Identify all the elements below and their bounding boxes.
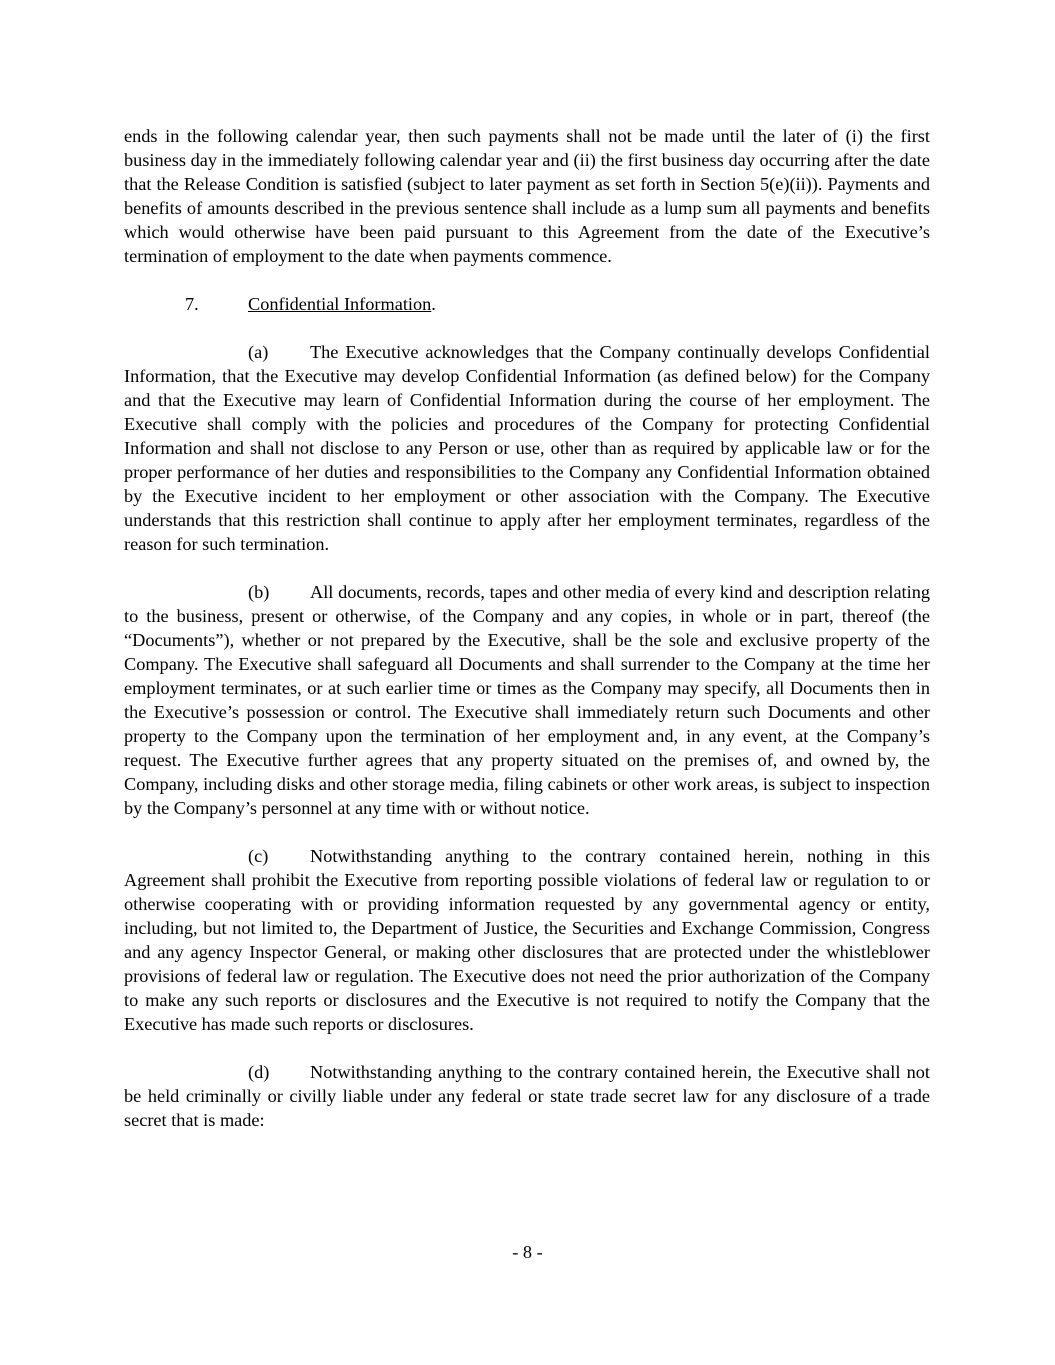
section-number: 7. [185,294,199,314]
continuation-paragraph: ends in the following calendar year, then such payments shall not be made until the later of (i) the first business day in the immediately following calendar year and (ii) the first business day occurring after the date that the Release Condition is satisfied (subject to later payment as set forth in Section 5(e)(ii)). Payments and benefits of amounts described in the previous sentence shall include as a lump sum all payments and benefits which would otherwise have been paid pursuant to this Agreement from the date of the Executive’s termination of employment to the date when payments commence. [124,126,930,266]
subsection-text: All documents, records, tapes and other media of every kind and description relating to the business, present or otherwise, of the Company and any copies, in whole or in part, thereof (the “Documents”), whether or not prepared by the Executive, shall be the sole and exclusive property of the Company. The Executive shall safeguard all Documents and shall surrender to the Company at the time her employment terminates, or at such earlier time or times as the Company may specify, all Documents then in the Executive’s possession or control. The Executive shall immediately return such Documents and other property to the Company upon the termination of her employment and, in any event, at the Company’s request. The Executive further agrees that any property situated on the premises of, and owned by, the Company, including disks and other storage media, filing cabinets or other work areas, is subject to inspection by the Company’s personnel at any time with or without notice. [124,582,930,818]
subsection-label: (d) [248,1062,270,1082]
subsection-label: (a) [248,342,269,362]
subsection-b [124,580,930,820]
subsection-text: Notwithstanding anything to the contrary contained herein, nothing in this Agreement shall prohibit the Executive from reporting possible violations of federal law or regulation to or otherwise cooperating with or providing information requested by any governmental agency or entity, including, but not limited to, the Department of Justice, the Securities and Exchange Commission, Congress and any agency Inspector General, or making other disclosures that are protected under the whistleblower provisions of federal law or regulation. The Executive does not need the prior authorization of the Company to make any such reports or disclosures and the Executive is not required to notify the Company that the Executive has made such reports or disclosures. [124,846,930,1034]
section-title-period: . [431,294,436,314]
subsection-text: Notwithstanding anything to the contrary contained herein, the Executive shall not be held criminally or civilly liable under any federal or state trade secret law for any disclosure of a trade secret that is made: [124,1062,930,1130]
page-number: - 8 - [512,1242,543,1262]
section-heading [124,292,930,316]
document-body [124,124,930,1156]
subsection-a [124,340,930,556]
subsection-c [124,844,930,1036]
subsection-text: The Executive acknowledges that the Company continually develops Confidential Information, that the Executive may develop Confidential Information (as defined below) for the Company and that the Executive may learn of Confidential Information during the course of her employment. The Executive shall comply with the policies and procedures of the Company for protecting Confidential Information and shall not disclose to any Person or use, other than as required by applicable law or for the proper performance of her duties and responsibilities to the Company any Confidential Information obtained by the Executive incident to her employment or other association with the Company. The Executive understands that this restriction shall continue to apply after her employment terminates, regardless of the reason for such termination. [124,342,930,554]
subsection-label: (b) [248,582,270,602]
subsection-d [124,1060,930,1132]
section-title: Confidential Information [248,294,432,314]
subsection-label: (c) [248,846,269,866]
